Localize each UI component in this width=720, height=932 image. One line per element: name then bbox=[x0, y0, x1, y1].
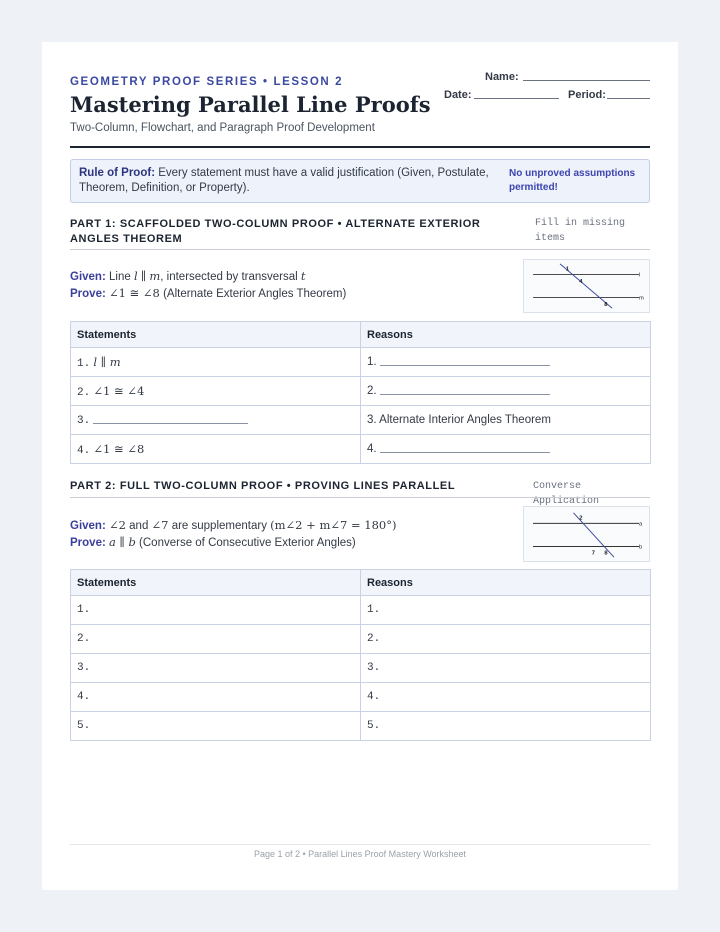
rule-body: Every statement must have a valid justification (Given, Postulate, Theorem, Definition, or Property). bbox=[79, 167, 489, 194]
rule-label: Rule of Proof: bbox=[79, 167, 156, 179]
statement-cell bbox=[71, 406, 361, 435]
row-number: 2. bbox=[77, 386, 91, 399]
reason-cell[interactable]: 3. bbox=[361, 654, 651, 683]
table-row bbox=[71, 435, 651, 464]
reason-blank[interactable] bbox=[380, 365, 550, 366]
given-label: Given: bbox=[70, 520, 106, 532]
row-number: 4. bbox=[367, 443, 377, 455]
part2-proof-table bbox=[70, 569, 651, 741]
statement-blank[interactable] bbox=[93, 423, 248, 424]
row-number: 4. bbox=[77, 444, 91, 457]
statements-header: Statements bbox=[71, 570, 361, 596]
part1-heading: PART 1: SCAFFOLDED TWO-COLUMN PROOF • ALTERNATE EXTERIOR ANGLES THEOREM bbox=[70, 218, 481, 245]
statement-cell[interactable]: 1. bbox=[71, 596, 361, 625]
prove-reason: (Converse of Consecutive Exterior Angles) bbox=[139, 537, 356, 549]
part1-divider bbox=[70, 249, 650, 250]
page-subtitle: Two-Column, Flowchart, and Paragraph Proof Development bbox=[70, 122, 375, 134]
angle-7: ∠7 bbox=[151, 518, 169, 532]
rule-text bbox=[79, 166, 489, 196]
fig2-label-a: a bbox=[639, 521, 643, 528]
table-row bbox=[71, 625, 651, 654]
given-text: and bbox=[129, 520, 149, 532]
page-title: Mastering Parallel Line Proofs bbox=[70, 92, 431, 117]
rule-note: No unproved assumptions permitted! bbox=[509, 168, 636, 193]
reason-blank[interactable] bbox=[380, 452, 550, 453]
reason-cell bbox=[361, 435, 651, 464]
table-row bbox=[71, 712, 651, 741]
part2-prove bbox=[70, 534, 356, 552]
reason-cell bbox=[361, 348, 651, 377]
part2-given bbox=[70, 517, 396, 535]
table-header-row bbox=[71, 570, 651, 596]
page-footer: Page 1 of 2 • Parallel Lines Proof Mastery Worksheet bbox=[253, 849, 467, 859]
row-number: 3. bbox=[77, 414, 91, 427]
name-field[interactable] bbox=[523, 80, 650, 81]
reasons-header: Reasons bbox=[361, 322, 651, 348]
given-label: Given: bbox=[70, 271, 106, 283]
reason-cell bbox=[361, 406, 651, 435]
line-m: m bbox=[149, 269, 161, 283]
parallel-symbol: ∥ bbox=[140, 269, 147, 283]
part1-figure bbox=[523, 259, 650, 313]
part2-divider bbox=[70, 497, 650, 498]
part1-proof-table bbox=[70, 321, 651, 464]
footer-divider bbox=[70, 844, 650, 845]
date-field[interactable] bbox=[474, 98, 559, 99]
row-number: 1. bbox=[367, 356, 377, 368]
fig1-label-4: 4 bbox=[579, 279, 583, 286]
part1-prove bbox=[70, 285, 346, 303]
transversal-t: t bbox=[300, 269, 306, 283]
rule-callout bbox=[70, 159, 650, 203]
table-row bbox=[71, 683, 651, 712]
prove-label: Prove: bbox=[70, 288, 106, 300]
name-label: Name: bbox=[485, 71, 519, 83]
reason-cell[interactable]: 4. bbox=[361, 683, 651, 712]
fig1-label-1: 1 bbox=[565, 266, 570, 273]
date-label: Date: bbox=[444, 89, 472, 101]
table-row bbox=[71, 406, 651, 435]
fig2-label-8: 8 bbox=[604, 550, 608, 557]
given-text: Line bbox=[109, 271, 131, 283]
table-row bbox=[71, 596, 651, 625]
period-label: Period: bbox=[568, 89, 606, 101]
statement-math: ∠1 ≅ ∠8 bbox=[93, 441, 145, 456]
reason-cell bbox=[361, 377, 651, 406]
reason-cell[interactable]: 1. bbox=[361, 596, 651, 625]
statement-cell bbox=[71, 348, 361, 377]
prove-label: Prove: bbox=[70, 537, 106, 549]
series-label: GEOMETRY PROOF SERIES • LESSON 2 bbox=[70, 76, 344, 88]
part2-note: Converse Application bbox=[533, 481, 600, 507]
angle-2: ∠2 bbox=[109, 518, 126, 532]
part1-note: Fill in missing items bbox=[535, 218, 626, 244]
table-row bbox=[71, 654, 651, 683]
part1-given bbox=[70, 268, 306, 286]
given-text-2: , intersected by transversal bbox=[160, 271, 298, 283]
reasons-header: Reasons bbox=[361, 570, 651, 596]
statement-math: ∠1 ≅ ∠4 bbox=[93, 383, 145, 398]
fig1-label-l: l bbox=[638, 272, 641, 279]
prove-reason: (Alternate Exterior Angles Theorem) bbox=[163, 288, 347, 300]
statement-cell[interactable]: 2. bbox=[71, 625, 361, 654]
prove-math: ∠1 ≅ ∠8 bbox=[109, 286, 160, 300]
reason-cell[interactable]: 5. bbox=[361, 712, 651, 741]
statement-cell[interactable]: 3. bbox=[71, 654, 361, 683]
header-divider bbox=[70, 146, 650, 148]
fig2-label-7: 7 bbox=[591, 550, 596, 557]
line-l: l bbox=[133, 269, 138, 283]
statement-cell[interactable]: 4. bbox=[71, 683, 361, 712]
reason-cell[interactable]: 2. bbox=[361, 625, 651, 654]
reason-blank[interactable] bbox=[380, 394, 550, 395]
prove-math: a ∥ b bbox=[109, 535, 136, 549]
fig1-label-m: m bbox=[638, 295, 644, 302]
row-number: 3. bbox=[367, 414, 377, 426]
part2-figure bbox=[523, 506, 650, 562]
table-row bbox=[71, 348, 651, 377]
part2-heading: PART 2: FULL TWO-COLUMN PROOF • PROVING LINES PARALLEL bbox=[70, 480, 456, 492]
fig1-label-8: 8 bbox=[604, 302, 608, 309]
fig2-label-b: b bbox=[639, 544, 643, 551]
row-number: 2. bbox=[367, 385, 377, 397]
given-equation: (m∠2 + m∠7 = 180°) bbox=[270, 518, 397, 532]
statement-math: l ∥ m bbox=[93, 354, 121, 369]
statements-header: Statements bbox=[71, 322, 361, 348]
statement-cell[interactable]: 5. bbox=[71, 712, 361, 741]
period-field[interactable] bbox=[607, 98, 650, 99]
table-row bbox=[71, 377, 651, 406]
statement-cell bbox=[71, 435, 361, 464]
table-header-row bbox=[71, 322, 651, 348]
fig2-label-2: 2 bbox=[579, 515, 583, 522]
statement-cell bbox=[71, 377, 361, 406]
given-text-2: are supplementary bbox=[171, 520, 267, 532]
row-number: 1. bbox=[77, 357, 91, 370]
worksheet-page bbox=[42, 42, 678, 890]
reason-text: Alternate Interior Angles Theorem bbox=[379, 414, 551, 426]
